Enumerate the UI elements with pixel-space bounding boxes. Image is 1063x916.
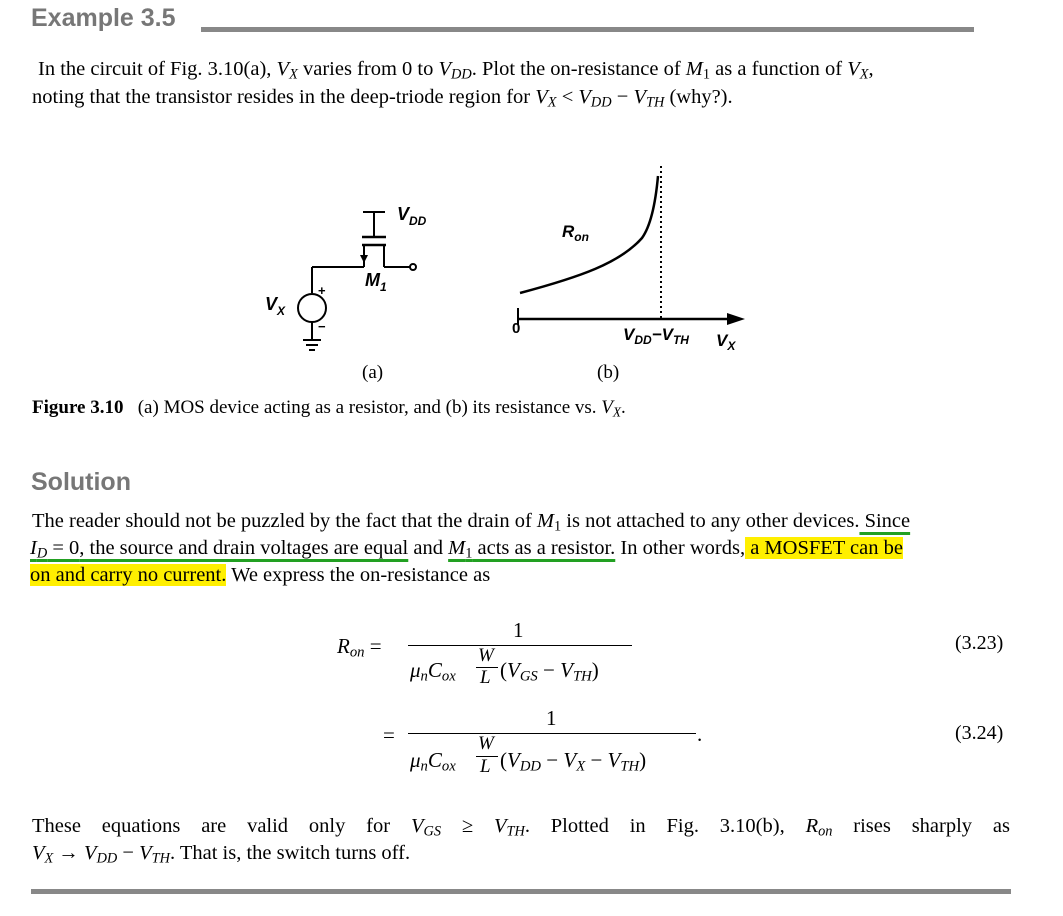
eq24-equals: = bbox=[383, 723, 395, 747]
circuit-diagram bbox=[298, 212, 416, 350]
label-m1: $M_1$ bbox=[365, 270, 387, 294]
closing-line-1: These equations are valid only for $V_{GS} \ge V_{TH}$. Plotted in Fig. 3.10(b), $R_{on}$ rises sharply as bbox=[32, 815, 1010, 840]
header-rule bbox=[201, 27, 974, 32]
solution-title: Solution bbox=[31, 468, 131, 496]
eq23-numerator: 1 bbox=[513, 618, 524, 642]
eq23-number: (3.23) bbox=[955, 632, 1004, 654]
label-minus: − bbox=[318, 319, 326, 334]
source-arrow-icon bbox=[360, 255, 368, 263]
label-ron: $R_{on}$ bbox=[562, 222, 589, 244]
solution-line-1: The reader should not be puzzled by the fact that the drain of $M_1$ is not attached to any other devices. Since bbox=[32, 510, 911, 535]
solution-line-2: $I_D = 0$, the source and drain voltages are equal and $M_1$ acts as a resistor. In other words, a MOSFET can be bbox=[30, 537, 903, 562]
closing-line-2: $V_X \to V_{DD} - V_{TH}$. That is, the switch turns off. bbox=[32, 842, 411, 867]
x-axis-arrow-icon bbox=[727, 313, 745, 325]
footer-rule bbox=[31, 889, 1011, 894]
label-plus: + bbox=[318, 283, 326, 298]
resistance-plot bbox=[518, 166, 745, 325]
eq24-numerator: 1 bbox=[546, 706, 557, 730]
eq24-denominator: $\mu_nC_{ox}$ bbox=[410, 748, 456, 775]
figure-3-10 bbox=[0, 150, 1063, 390]
label-vx: $V_X$ bbox=[265, 294, 286, 318]
eq23-fraction-bar bbox=[408, 645, 632, 646]
problem-line-2: noting that the transistor resides in the deep-triode region for $V_X < V_{DD} - V_{TH}$ (why?). bbox=[32, 86, 733, 111]
figure-caption: Figure 3.10 (a) MOS device acting as a resistor, and (b) its resistance vs. $V_X$. bbox=[32, 397, 626, 420]
label-zero: 0 bbox=[512, 320, 521, 337]
example-title: Example 3.5 bbox=[31, 4, 176, 32]
label-axis-vx: $V_X$ bbox=[716, 331, 736, 353]
subfigure-label-b: (b) bbox=[597, 362, 620, 383]
ron-curve bbox=[520, 176, 658, 293]
subfigure-label-a: (a) bbox=[362, 362, 384, 383]
problem-line-1: In the circuit of Fig. 3.10(a), $V_X$ varies from 0 to $V_{DD}$. Plot the on-resistance of $M_1$ as a function of $V_X$, bbox=[38, 58, 874, 83]
solution-line-3: on and carry no current. We express the on-resistance as bbox=[30, 564, 491, 586]
eq23-denominator: $\mu_nC_{ox}$ bbox=[410, 658, 456, 685]
voltage-source-icon bbox=[298, 294, 326, 322]
label-axis-vdd-vth: $V_{DD}-V_{TH}$ bbox=[623, 325, 689, 347]
eq24-fraction-bar bbox=[408, 733, 696, 734]
ron-symbol: $R_{on}$ = bbox=[337, 634, 382, 661]
label-vdd: $V_{DD}$ bbox=[397, 204, 427, 228]
eq24-number: (3.24) bbox=[955, 722, 1004, 744]
